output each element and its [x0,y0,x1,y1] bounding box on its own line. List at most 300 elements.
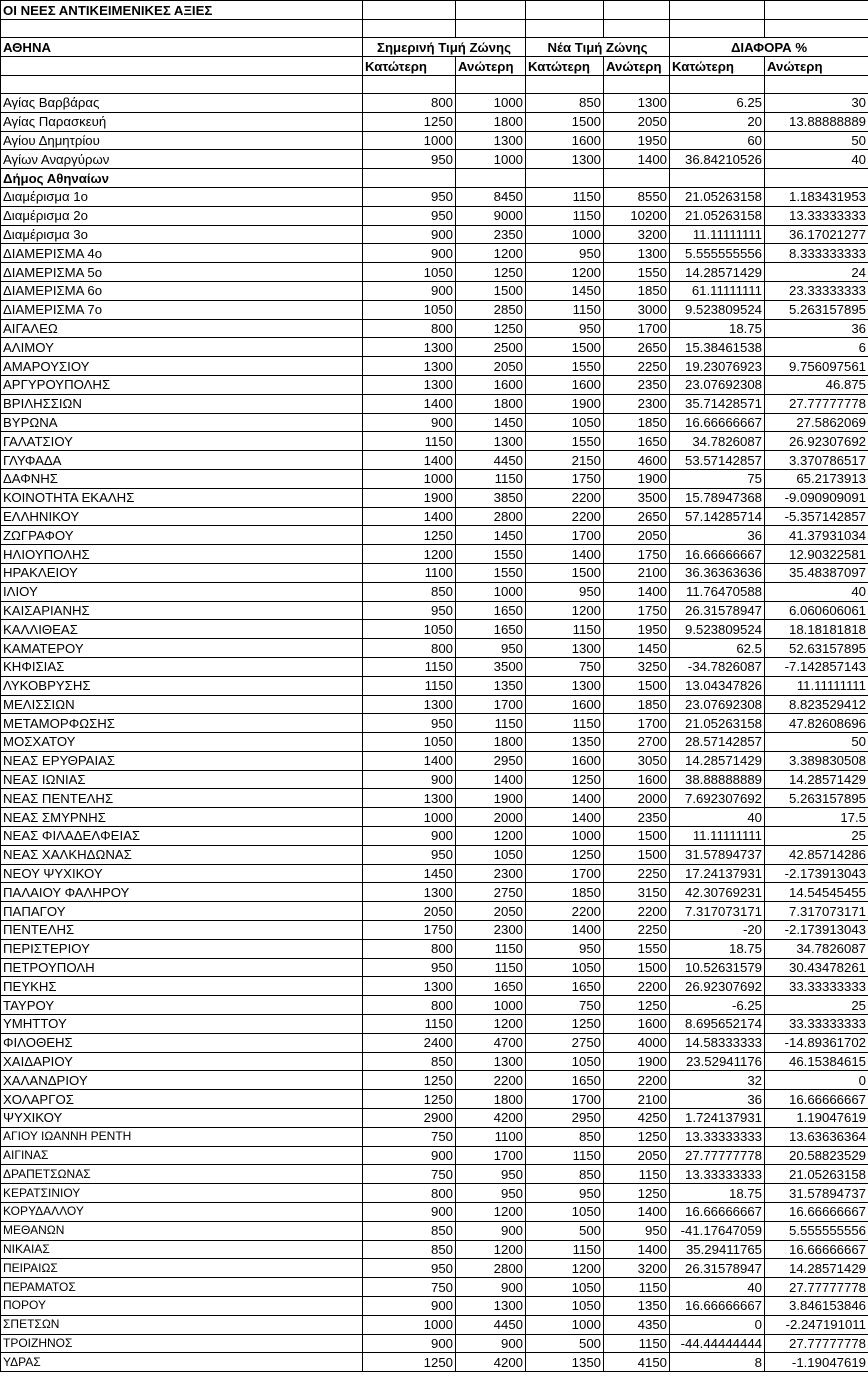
diff-lower-cell[interactable]: 6.25 [670,94,765,113]
current-lower-cell[interactable]: 900 [363,244,456,263]
municipality-name[interactable]: ΝΕΑΣ ΣΜΥΡΝΗΣ [1,808,363,827]
current-upper-cell[interactable] [456,169,526,188]
current-lower-cell[interactable]: 750 [363,1278,456,1297]
new-upper-header[interactable]: Ανώτερη [604,57,670,76]
diff-lower-cell[interactable]: 14.58333333 [670,1033,765,1052]
current-lower-cell[interactable]: 900 [363,827,456,846]
diff-lower-cell[interactable]: 15.78947368 [670,488,765,507]
current-upper-cell[interactable]: 1200 [456,827,526,846]
municipality-name[interactable]: ΝΕΟΥ ΨΥΧΙΚΟΥ [1,864,363,883]
current-lower-cell[interactable]: 1150 [363,676,456,695]
new-upper-cell[interactable]: 1850 [604,413,670,432]
new-upper-cell[interactable]: 2250 [604,921,670,940]
new-lower-cell[interactable]: 1600 [526,695,604,714]
new-upper-cell[interactable]: 2350 [604,808,670,827]
empty-cell[interactable] [363,20,456,38]
diff-upper-cell[interactable]: 16.66666667 [765,1203,868,1222]
current-lower-cell[interactable]: 1000 [363,131,456,150]
new-upper-cell[interactable]: 1700 [604,319,670,338]
current-lower-cell[interactable]: 1400 [363,751,456,770]
diff-lower-cell[interactable]: 0 [670,1315,765,1334]
diff-upper-cell[interactable]: 13.88888889 [765,112,868,131]
diff-upper-cell[interactable]: 40 [765,582,868,601]
current-upper-cell[interactable]: 1800 [456,394,526,413]
municipality-name[interactable]: ΠΕΙΡΑΙΩΣ [1,1259,363,1278]
new-upper-cell[interactable]: 1400 [604,582,670,601]
empty-cell[interactable] [765,20,868,38]
diff-upper-cell[interactable] [765,169,868,188]
diff-upper-cell[interactable]: 36.17021277 [765,225,868,244]
new-lower-cell[interactable]: 1300 [526,639,604,658]
current-lower-cell[interactable]: 750 [363,1165,456,1184]
current-lower-cell[interactable]: 1250 [363,1090,456,1109]
current-upper-cell[interactable]: 1000 [456,996,526,1015]
diff-upper-cell[interactable]: 8.823529412 [765,695,868,714]
new-lower-cell[interactable]: 1700 [526,526,604,545]
current-upper-cell[interactable]: 1200 [456,1203,526,1222]
new-upper-cell[interactable]: 1300 [604,94,670,113]
current-upper-cell[interactable]: 2050 [456,902,526,921]
current-upper-cell[interactable]: 1050 [456,845,526,864]
current-lower-cell[interactable]: 950 [363,1259,456,1278]
diff-lower-cell[interactable]: 16.66666667 [670,545,765,564]
diff-upper-cell[interactable]: 27.77777778 [765,1278,868,1297]
municipality-name[interactable]: Αγίας Παρασκευή [1,112,363,131]
current-upper-cell[interactable]: 1250 [456,263,526,282]
current-lower-cell[interactable]: 1050 [363,620,456,639]
current-lower-cell[interactable]: 1250 [363,112,456,131]
new-lower-cell[interactable]: 1350 [526,733,604,752]
new-lower-cell[interactable]: 950 [526,582,604,601]
municipality-name[interactable]: ΝΕΑΣ ΧΑΛΚΗΔΩΝΑΣ [1,845,363,864]
new-upper-cell[interactable]: 1400 [604,1240,670,1259]
current-upper-cell[interactable]: 2300 [456,921,526,940]
municipality-name[interactable]: ΑΓΙΟΥ ΙΩΑΝΝΗ ΡΕΝΤΗ [1,1127,363,1146]
diff-lower-cell[interactable]: 36.84210526 [670,150,765,169]
municipality-name[interactable]: ΑΡΓΥΡΟΥΠΟΛΗΣ [1,375,363,394]
current-upper-header[interactable]: Ανώτερη [456,57,526,76]
diff-upper-cell[interactable]: 23.33333333 [765,281,868,300]
diff-upper-cell[interactable]: 5.263157895 [765,300,868,319]
diff-lower-cell[interactable]: 27.77777778 [670,1146,765,1165]
municipality-name[interactable]: ΤΡΟΙΖΗΝΟΣ [1,1334,363,1353]
municipality-name[interactable]: ΠΑΛΑΙΟΥ ΦΑΛΗΡΟΥ [1,883,363,902]
diff-lower-cell[interactable]: 13.33333333 [670,1165,765,1184]
new-lower-cell[interactable]: 2950 [526,1109,604,1128]
current-lower-cell[interactable]: 1450 [363,864,456,883]
current-upper-cell[interactable]: 1200 [456,1015,526,1034]
diff-upper-cell[interactable]: 20.58823529 [765,1146,868,1165]
new-upper-cell[interactable] [604,169,670,188]
empty-cell[interactable] [526,20,604,38]
diff-upper-cell[interactable]: 3.370786517 [765,451,868,470]
diff-lower-cell[interactable]: 23.07692308 [670,695,765,714]
diff-lower-cell[interactable]: 21.05263158 [670,187,765,206]
new-upper-cell[interactable]: 1950 [604,620,670,639]
municipality-name[interactable]: Διαμέρισμα 1ο [1,187,363,206]
diff-lower-cell[interactable]: 18.75 [670,319,765,338]
current-lower-cell[interactable]: 950 [363,150,456,169]
municipality-name[interactable]: ΙΛΙΟΥ [1,582,363,601]
new-upper-cell[interactable]: 2100 [604,1090,670,1109]
current-upper-cell[interactable]: 2800 [456,1259,526,1278]
diff-upper-cell[interactable]: 7.317073171 [765,902,868,921]
current-upper-cell[interactable]: 4200 [456,1353,526,1372]
current-upper-cell[interactable]: 1150 [456,939,526,958]
municipality-name[interactable]: ΠΑΠΑΓΟΥ [1,902,363,921]
new-lower-cell[interactable]: 1000 [526,225,604,244]
new-upper-cell[interactable]: 1850 [604,695,670,714]
municipality-name[interactable]: ΚΟΙΝΟΤΗΤΑ ΕΚΑΛΗΣ [1,488,363,507]
current-lower-cell[interactable]: 1300 [363,375,456,394]
current-upper-cell[interactable]: 950 [456,1184,526,1203]
diff-upper-cell[interactable]: 47.82608696 [765,714,868,733]
new-lower-cell[interactable]: 2200 [526,507,604,526]
current-lower-cell[interactable]: 850 [363,1240,456,1259]
current-lower-cell[interactable]: 1250 [363,1353,456,1372]
new-lower-cell[interactable]: 1150 [526,1146,604,1165]
diff-upper-cell[interactable]: 46.15384615 [765,1052,868,1071]
new-lower-cell[interactable]: 1300 [526,676,604,695]
municipality-name[interactable]: Διαμέρισμα 3ο [1,225,363,244]
new-lower-cell[interactable]: 950 [526,1184,604,1203]
new-lower-cell[interactable]: 1050 [526,1052,604,1071]
new-upper-cell[interactable]: 1250 [604,1127,670,1146]
current-upper-cell[interactable]: 8450 [456,187,526,206]
municipality-name[interactable]: ΔΙΑΜΕΡΙΣΜΑ 6ο [1,281,363,300]
new-lower-cell[interactable]: 1050 [526,1278,604,1297]
current-lower-cell[interactable]: 2400 [363,1033,456,1052]
new-upper-cell[interactable]: 1750 [604,545,670,564]
municipality-name[interactable]: ΝΕΑΣ ΦΙΛΑΔΕΛΦΕΙΑΣ [1,827,363,846]
municipality-name[interactable]: ΠΟΡΟΥ [1,1297,363,1316]
municipality-name[interactable]: ΚΑΜΑΤΕΡΟΥ [1,639,363,658]
municipality-name[interactable]: ΠΕΥΚΗΣ [1,977,363,996]
new-upper-cell[interactable]: 1600 [604,1015,670,1034]
new-upper-cell[interactable]: 1250 [604,996,670,1015]
current-upper-cell[interactable]: 3500 [456,657,526,676]
new-upper-cell[interactable]: 2100 [604,563,670,582]
diff-lower-cell[interactable]: 75 [670,469,765,488]
current-upper-cell[interactable]: 1100 [456,1127,526,1146]
current-lower-cell[interactable]: 950 [363,187,456,206]
current-upper-cell[interactable]: 2850 [456,300,526,319]
diff-upper-cell[interactable]: 27.77777778 [765,394,868,413]
current-lower-cell[interactable]: 900 [363,1297,456,1316]
diff-upper-cell[interactable]: 30.43478261 [765,958,868,977]
new-lower-cell[interactable]: 1600 [526,375,604,394]
municipality-name[interactable]: ΥΔΡΑΣ [1,1353,363,1372]
current-upper-cell[interactable]: 1900 [456,789,526,808]
new-lower-cell[interactable]: 950 [526,244,604,263]
new-upper-cell[interactable]: 1900 [604,1052,670,1071]
current-lower-cell[interactable]: 1750 [363,921,456,940]
new-upper-cell[interactable]: 1450 [604,639,670,658]
current-lower-cell[interactable]: 850 [363,1221,456,1240]
new-upper-cell[interactable]: 1400 [604,1203,670,1222]
diff-lower-cell[interactable]: 14.28571429 [670,751,765,770]
current-upper-cell[interactable]: 2500 [456,338,526,357]
diff-upper-cell[interactable]: -14.89361702 [765,1033,868,1052]
new-upper-cell[interactable]: 1850 [604,281,670,300]
diff-lower-cell[interactable]: 62.5 [670,639,765,658]
empty-cell[interactable] [526,1,604,20]
diff-upper-cell[interactable]: 8.333333333 [765,244,868,263]
municipality-name[interactable]: ΔΙΑΜΕΡΙΣΜΑ 5ο [1,263,363,282]
municipality-name[interactable]: ΜΟΣΧΑΤΟΥ [1,733,363,752]
empty-cell[interactable] [670,20,765,38]
current-upper-cell[interactable]: 1550 [456,545,526,564]
diff-upper-cell[interactable]: 13.33333333 [765,206,868,225]
new-upper-cell[interactable]: 3150 [604,883,670,902]
current-upper-cell[interactable]: 2050 [456,357,526,376]
new-lower-cell[interactable]: 1250 [526,770,604,789]
new-upper-cell[interactable]: 1500 [604,845,670,864]
empty-cell[interactable] [456,1,526,20]
current-upper-cell[interactable]: 900 [456,1278,526,1297]
diff-upper-cell[interactable]: 25 [765,827,868,846]
municipality-name[interactable]: ΧΟΛΑΡΓΟΣ [1,1090,363,1109]
current-lower-cell[interactable]: 950 [363,206,456,225]
current-upper-cell[interactable]: 1700 [456,1146,526,1165]
diff-lower-cell[interactable]: 26.31578947 [670,601,765,620]
current-upper-cell[interactable]: 2750 [456,883,526,902]
new-upper-cell[interactable]: 1550 [604,939,670,958]
current-lower-cell[interactable]: 1200 [363,545,456,564]
municipality-name[interactable]: ΑΜΑΡΟΥΣΙΟΥ [1,357,363,376]
new-lower-cell[interactable]: 2750 [526,1033,604,1052]
diff-upper-cell[interactable]: 27.5862069 [765,413,868,432]
municipality-name[interactable]: ΕΛΛΗΝΙΚΟΥ [1,507,363,526]
municipality-name[interactable]: ΠΕΝΤΕΛΗΣ [1,921,363,940]
diff-lower-cell[interactable]: 11.11111111 [670,225,765,244]
new-lower-cell[interactable]: 1650 [526,977,604,996]
new-upper-cell[interactable]: 1650 [604,432,670,451]
municipality-name[interactable]: Αγίων Αναργύρων [1,150,363,169]
municipality-name[interactable]: ΠΕΤΡΟΥΠΟΛΗ [1,958,363,977]
new-upper-cell[interactable]: 2200 [604,902,670,921]
current-upper-cell[interactable]: 2350 [456,225,526,244]
current-upper-cell[interactable]: 1450 [456,413,526,432]
diff-upper-cell[interactable]: 33.33333333 [765,977,868,996]
diff-lower-cell[interactable]: 35.29411765 [670,1240,765,1259]
diff-upper-cell[interactable]: 50 [765,733,868,752]
municipality-name[interactable]: ΓΑΛΑΤΣΙΟΥ [1,432,363,451]
current-upper-cell[interactable]: 1500 [456,281,526,300]
diff-upper-cell[interactable]: 5.555555556 [765,1221,868,1240]
diff-upper-cell[interactable]: 14.28571429 [765,770,868,789]
diff-upper-cell[interactable]: 34.7826087 [765,939,868,958]
diff-upper-cell[interactable]: 42.85714286 [765,845,868,864]
diff-lower-cell[interactable]: 36 [670,1090,765,1109]
municipality-name[interactable]: ΧΑΛΑΝΔΡΙΟΥ [1,1071,363,1090]
diff-upper-cell[interactable]: 9.756097561 [765,357,868,376]
municipality-name[interactable]: ΓΛΥΦΑΔΑ [1,451,363,470]
new-upper-cell[interactable]: 950 [604,1221,670,1240]
diff-lower-cell[interactable]: 61.11111111 [670,281,765,300]
municipality-name[interactable]: ΥΜΗΤΤΟΥ [1,1015,363,1034]
current-lower-cell[interactable]: 1000 [363,469,456,488]
diff-lower-cell[interactable]: 11.76470588 [670,582,765,601]
empty-cell[interactable] [670,1,765,20]
current-lower-cell[interactable]: 1150 [363,432,456,451]
municipality-name[interactable]: ΖΩΓΡΑΦΟΥ [1,526,363,545]
new-lower-cell[interactable]: 1550 [526,432,604,451]
diff-upper-cell[interactable]: -5.357142857 [765,507,868,526]
empty-cell[interactable] [456,20,526,38]
new-upper-cell[interactable]: 4350 [604,1315,670,1334]
diff-upper-cell[interactable]: 30 [765,94,868,113]
diff-lower-cell[interactable]: 14.28571429 [670,263,765,282]
diff-upper-cell[interactable]: 1.183431953 [765,187,868,206]
new-lower-cell[interactable] [526,169,604,188]
current-upper-cell[interactable]: 1600 [456,375,526,394]
new-lower-cell[interactable]: 1300 [526,150,604,169]
current-upper-cell[interactable]: 950 [456,639,526,658]
current-lower-cell[interactable]: 800 [363,996,456,1015]
current-upper-cell[interactable]: 4450 [456,1315,526,1334]
empty-cell[interactable] [526,76,604,94]
diff-lower-cell[interactable]: 18.75 [670,1184,765,1203]
current-upper-cell[interactable]: 1300 [456,1052,526,1071]
diff-upper-cell[interactable]: 25 [765,996,868,1015]
municipality-name[interactable]: ΜΕΤΑΜΟΡΦΩΣΗΣ [1,714,363,733]
current-lower-cell[interactable]: 950 [363,845,456,864]
new-upper-cell[interactable]: 3200 [604,1259,670,1278]
diff-lower-cell[interactable]: 8.695652174 [670,1015,765,1034]
new-lower-cell[interactable]: 1350 [526,1353,604,1372]
municipality-name[interactable]: ΧΑΙΔΑΡΙΟΥ [1,1052,363,1071]
municipality-name[interactable]: ΑΙΓΑΛΕΩ [1,319,363,338]
diff-upper-cell[interactable]: 35.48387097 [765,563,868,582]
current-upper-cell[interactable]: 2000 [456,808,526,827]
new-lower-cell[interactable]: 850 [526,1127,604,1146]
current-lower-cell[interactable]: 950 [363,714,456,733]
diff-upper-cell[interactable]: 40 [765,150,868,169]
current-upper-cell[interactable]: 950 [456,1165,526,1184]
diff-lower-cell[interactable]: -6.25 [670,996,765,1015]
diff-lower-cell[interactable]: -41.17647059 [670,1221,765,1240]
diff-upper-cell[interactable]: 11.11111111 [765,676,868,695]
current-upper-cell[interactable]: 1350 [456,676,526,695]
new-upper-cell[interactable]: 8550 [604,187,670,206]
diff-upper-cell[interactable]: 6.060606061 [765,601,868,620]
current-upper-cell[interactable]: 9000 [456,206,526,225]
new-upper-cell[interactable]: 2650 [604,338,670,357]
new-upper-cell[interactable]: 4150 [604,1353,670,1372]
new-lower-cell[interactable]: 2200 [526,902,604,921]
diff-upper-cell[interactable]: 16.66666667 [765,1240,868,1259]
diff-lower-cell[interactable]: 16.66666667 [670,1297,765,1316]
new-upper-cell[interactable]: 2700 [604,733,670,752]
municipality-name[interactable]: ΔΑΦΝΗΣ [1,469,363,488]
current-lower-cell[interactable]: 900 [363,770,456,789]
new-lower-cell[interactable]: 2150 [526,451,604,470]
current-upper-cell[interactable]: 1650 [456,620,526,639]
current-lower-cell[interactable]: 1300 [363,789,456,808]
diff-upper-cell[interactable]: 17.5 [765,808,868,827]
new-upper-cell[interactable]: 4600 [604,451,670,470]
diff-lower-cell[interactable]: 20 [670,112,765,131]
new-lower-cell[interactable]: 950 [526,939,604,958]
municipality-name[interactable]: Διαμέρισμα 2ο [1,206,363,225]
current-upper-cell[interactable]: 1150 [456,958,526,977]
diff-lower-cell[interactable]: 11.11111111 [670,827,765,846]
diff-upper-cell[interactable]: -2.173913043 [765,921,868,940]
new-lower-cell[interactable]: 1250 [526,845,604,864]
diff-upper-cell[interactable]: 65.2173913 [765,469,868,488]
diff-lower-cell[interactable]: 38.88888889 [670,770,765,789]
diff-lower-cell[interactable]: 60 [670,131,765,150]
diff-lower-cell[interactable]: 8 [670,1353,765,1372]
municipality-name[interactable]: ΚΗΦΙΣΙΑΣ [1,657,363,676]
current-lower-cell[interactable]: 1400 [363,394,456,413]
current-upper-cell[interactable]: 4200 [456,1109,526,1128]
diff-upper-cell[interactable]: -1.19047619 [765,1353,868,1372]
current-upper-cell[interactable]: 1800 [456,1090,526,1109]
current-upper-cell[interactable]: 1150 [456,714,526,733]
current-upper-cell[interactable]: 1450 [456,526,526,545]
new-lower-cell[interactable]: 1400 [526,789,604,808]
municipality-name[interactable]: ΚΕΡΑΤΣΙΝΙΟΥ [1,1184,363,1203]
diff-upper-cell[interactable]: 3.846153846 [765,1297,868,1316]
diff-upper-cell[interactable]: 14.28571429 [765,1259,868,1278]
current-upper-cell[interactable]: 4450 [456,451,526,470]
new-upper-cell[interactable]: 2200 [604,1071,670,1090]
diff-lower-cell[interactable]: 28.57142857 [670,733,765,752]
current-upper-cell[interactable]: 3850 [456,488,526,507]
diff-lower-cell[interactable]: 13.33333333 [670,1127,765,1146]
diff-lower-cell[interactable] [670,169,765,188]
new-lower-cell[interactable]: 1400 [526,921,604,940]
new-lower-cell[interactable]: 1050 [526,1203,604,1222]
new-upper-cell[interactable]: 1550 [604,263,670,282]
diff-lower-cell[interactable]: -44.44444444 [670,1334,765,1353]
current-upper-cell[interactable]: 1800 [456,112,526,131]
new-lower-cell[interactable]: 1200 [526,263,604,282]
diff-upper-cell[interactable]: 31.57894737 [765,1184,868,1203]
difference-header[interactable]: ΔΙΑΦΟΡΑ % [670,38,868,57]
current-lower-cell[interactable]: 1900 [363,488,456,507]
current-upper-cell[interactable]: 1550 [456,563,526,582]
diff-lower-cell[interactable]: 32 [670,1071,765,1090]
current-lower-cell[interactable]: 900 [363,225,456,244]
diff-lower-cell[interactable]: 16.66666667 [670,413,765,432]
empty-cell[interactable] [604,20,670,38]
new-lower-cell[interactable]: 1400 [526,808,604,827]
current-lower-cell[interactable]: 1050 [363,300,456,319]
new-lower-cell[interactable]: 1650 [526,1071,604,1090]
diff-lower-cell[interactable]: 7.692307692 [670,789,765,808]
new-lower-cell[interactable]: 750 [526,657,604,676]
diff-upper-cell[interactable]: 6 [765,338,868,357]
new-lower-cell[interactable]: 1150 [526,206,604,225]
diff-upper-cell[interactable]: 16.66666667 [765,1090,868,1109]
current-upper-cell[interactable]: 1250 [456,319,526,338]
diff-lower-cell[interactable]: 57.14285714 [670,507,765,526]
diff-upper-cell[interactable]: -2.247191011 [765,1315,868,1334]
municipality-name[interactable]: ΚΑΙΣΑΡΙΑΝΗΣ [1,601,363,620]
current-upper-cell[interactable]: 1650 [456,601,526,620]
new-price-header[interactable]: Νέα Τιμή Ζώνης [526,38,670,57]
diff-upper-cell[interactable]: 27.77777778 [765,1334,868,1353]
region-header[interactable]: ΑΘΗΝΑ [1,38,363,57]
municipality-name[interactable]: ΛΥΚΟΒΡΥΣΗΣ [1,676,363,695]
municipality-name[interactable]: ΒΡΙΛΗΣΣΙΩΝ [1,394,363,413]
new-upper-cell[interactable]: 1150 [604,1278,670,1297]
current-lower-cell[interactable]: 850 [363,582,456,601]
diff-upper-cell[interactable]: 1.19047619 [765,1109,868,1128]
